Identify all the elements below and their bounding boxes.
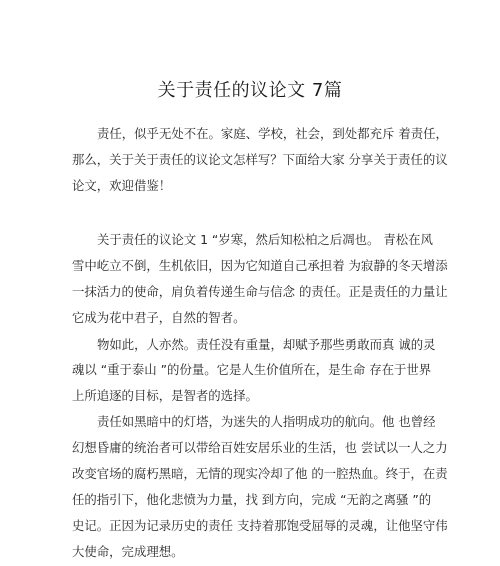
paragraph-4-line-4: 任的指引下，他化悲愤为力量，找 到方向，完成 “无韵之离骚 ”的 <box>72 492 432 507</box>
paragraph-2-line-2: 雪中屹立不倒，生机依旧，因为它知道自己承担着 为寂静的冬天增添 <box>72 258 448 273</box>
paragraph-4-line-1: 责任如黑暗中的灯塔，为迷失的人指明成功的航向。他 也曾经 <box>97 414 436 429</box>
paragraph-2-line-3: 一抹活力的使命，肩负着传递生命与信念 的责任。正是责任的力量让 <box>72 284 448 299</box>
paragraph-4-line-2: 幻想昏庸的统治者可以带给百姓安居乐业的生活，也 尝试以一人之力 <box>72 440 448 455</box>
paragraph-3-line-1: 物如此，人亦然。责任没有重量，却赋予那些勇敢而真 诚的灵 <box>97 337 436 352</box>
paragraph-4-line-6: 大使命，完成理想。 <box>72 544 184 559</box>
document-title: 关于责任的议论文 7篇 <box>157 80 343 101</box>
paragraph-1-line-2: 那么，关于关于责任的议论文怎样写？下面给大家 分享关于责任的议 <box>72 152 448 167</box>
paragraph-1-line-1: 责任，似乎无处不在。家庭、学校，社会，到处都充斥 着责任， <box>97 126 448 141</box>
paragraph-4-line-3: 改变官场的腐朽黑暗，无情的现实冷却了他 的一腔热血。终于，在责 <box>72 466 448 481</box>
paragraph-3-line-2: 魂以 “重于泰山 ”的份量。它是人生价值所在，是生命 存在于世界 <box>72 362 432 377</box>
paragraph-4-line-5: 史记。正因为记录历史的责任 支持着那饱受屈辱的灵魂，让他坚守伟 <box>72 518 448 533</box>
paragraph-3-line-3: 上所追逐的目标，是智者的选择。 <box>72 388 258 403</box>
paragraph-1-line-3: 论文，欢迎借鉴！ <box>72 178 172 193</box>
paragraph-2-line-4: 它成为花中君子，自然的智者。 <box>72 310 246 325</box>
paragraph-2-line-1: 关于责任的议论文 1 “岁寒，然后知松柏之后凋也。 青松在风 <box>97 232 433 247</box>
